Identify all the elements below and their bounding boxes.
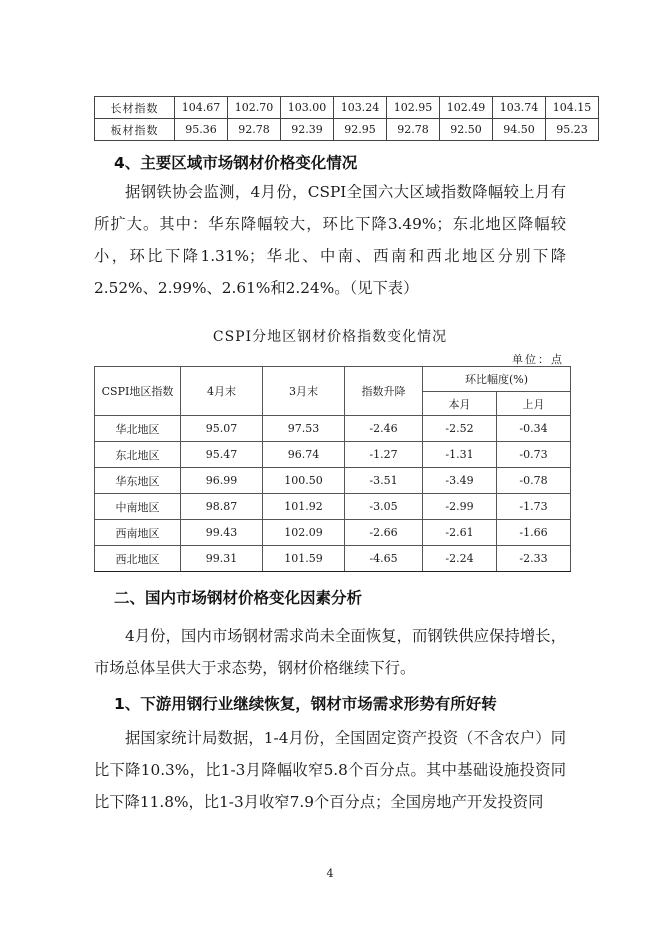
index-cell: 102.70 <box>228 97 281 119</box>
value-cell: 101.59 <box>263 546 345 572</box>
header-change: 指数升降 <box>345 367 423 416</box>
header-this-month: 本月 <box>423 392 497 416</box>
table-row <box>95 416 571 442</box>
value-cell: 96.74 <box>263 442 345 468</box>
region-name-cell: 华东地区 <box>95 468 181 494</box>
value-cell: -2.66 <box>345 520 423 546</box>
value-cell: -2.99 <box>423 494 497 520</box>
value-cell: -1.27 <box>345 442 423 468</box>
value-cell: 98.87 <box>181 494 263 520</box>
index-cell: 102.49 <box>440 97 493 119</box>
value-cell: 100.50 <box>263 468 345 494</box>
header-mom-group: 环比幅度(%) <box>423 367 571 392</box>
index-row <box>95 119 599 141</box>
value-cell: -0.34 <box>497 416 571 442</box>
header-last-month: 上月 <box>497 392 571 416</box>
index-cell: 92.39 <box>281 119 334 141</box>
region-name-cell: 东北地区 <box>95 442 181 468</box>
region-name-cell: 中南地区 <box>95 494 181 520</box>
index-cell: 95.23 <box>546 119 599 141</box>
value-cell: -4.65 <box>345 546 423 572</box>
value-cell: 95.07 <box>181 416 263 442</box>
index-cell: 92.50 <box>440 119 493 141</box>
table-caption: CSPI分地区钢材价格指数变化情况 <box>212 329 448 345</box>
index-cell: 92.78 <box>228 119 281 141</box>
subsection-heading-demand: 1、下游用钢行业继续恢复，钢材市场需求形势有所好转 <box>114 695 497 713</box>
table-unit: 单位：点 <box>512 353 564 366</box>
factors-paragraph: 4月份，国内市场钢材需求尚未全面恢复，而钢铁供应保持增长，市场总体呈供大于求态势，钢材价格继续下行。 <box>94 627 566 677</box>
table-row <box>95 546 571 572</box>
value-cell: 95.47 <box>181 442 263 468</box>
table-row <box>95 520 571 546</box>
demand-paragraph: 据国家统计局数据，1-4月份，全国固定资产投资（不含农户）同比下降10.3%，比1-3月降幅收窄5.8个百分点。其中基础设施投资同比下降11.8%，比1-3月收窄7.9个百分点；全国房地产开发投资同 <box>94 729 566 811</box>
value-cell: 99.31 <box>181 546 263 572</box>
value-cell: -1.66 <box>497 520 571 546</box>
value-cell: -2.52 <box>423 416 497 442</box>
table-row <box>95 468 571 494</box>
value-cell: -0.73 <box>497 442 571 468</box>
value-cell: -3.51 <box>345 468 423 494</box>
value-cell: 99.43 <box>181 520 263 546</box>
value-cell: -2.24 <box>423 546 497 572</box>
value-cell: -2.46 <box>345 416 423 442</box>
index-row-label: 长材指数 <box>95 97 175 119</box>
value-cell: 97.53 <box>263 416 345 442</box>
part-heading-factors: 二、国内市场钢材价格变化因素分析 <box>114 589 363 607</box>
value-cell: -2.61 <box>423 520 497 546</box>
index-cell: 92.78 <box>387 119 440 141</box>
table-row <box>95 442 571 468</box>
value-cell: -2.33 <box>497 546 571 572</box>
index-cell: 102.95 <box>387 97 440 119</box>
value-cell: -3.49 <box>423 468 497 494</box>
index-cell: 104.67 <box>175 97 228 119</box>
region-name-cell: 西北地区 <box>95 546 181 572</box>
regional-paragraph: 据钢铁协会监测，4月份，CSPI全国六大区域指数降幅较上月有所扩大。其中：华东降幅较大，环比下降3.49%；东北地区降幅较小，环比下降1.31%；华北、中南、西南和西北地区分别下降2.52%、2.99%、2.61%和2.24%。（见下表） <box>94 183 566 297</box>
header-april-end: 4月末 <box>181 367 263 416</box>
table-row <box>95 494 571 520</box>
value-cell: -3.05 <box>345 494 423 520</box>
region-name-cell: 华北地区 <box>95 416 181 442</box>
header-march-end: 3月末 <box>263 367 345 416</box>
index-cell: 94.50 <box>493 119 546 141</box>
index-cell: 104.15 <box>546 97 599 119</box>
index-cell: 92.95 <box>334 119 387 141</box>
region-name-cell: 西南地区 <box>95 520 181 546</box>
index-cell: 103.74 <box>493 97 546 119</box>
index-cell: 95.36 <box>175 119 228 141</box>
value-cell: 102.09 <box>263 520 345 546</box>
page-number: 4 <box>326 867 334 880</box>
index-row <box>95 97 599 119</box>
value-cell: -1.73 <box>497 494 571 520</box>
value-cell: 101.92 <box>263 494 345 520</box>
index-continuation-table <box>94 96 599 141</box>
regional-index-table <box>94 366 571 572</box>
value-cell: -0.78 <box>497 468 571 494</box>
index-cell: 103.24 <box>334 97 387 119</box>
section-heading-regional: 4、主要区域市场钢材价格变化情况 <box>114 154 358 172</box>
value-cell: 96.99 <box>181 468 263 494</box>
header-region: CSPI地区指数 <box>95 367 181 416</box>
value-cell: -1.31 <box>423 442 497 468</box>
index-row-label: 板材指数 <box>95 119 175 141</box>
index-cell: 103.00 <box>281 97 334 119</box>
